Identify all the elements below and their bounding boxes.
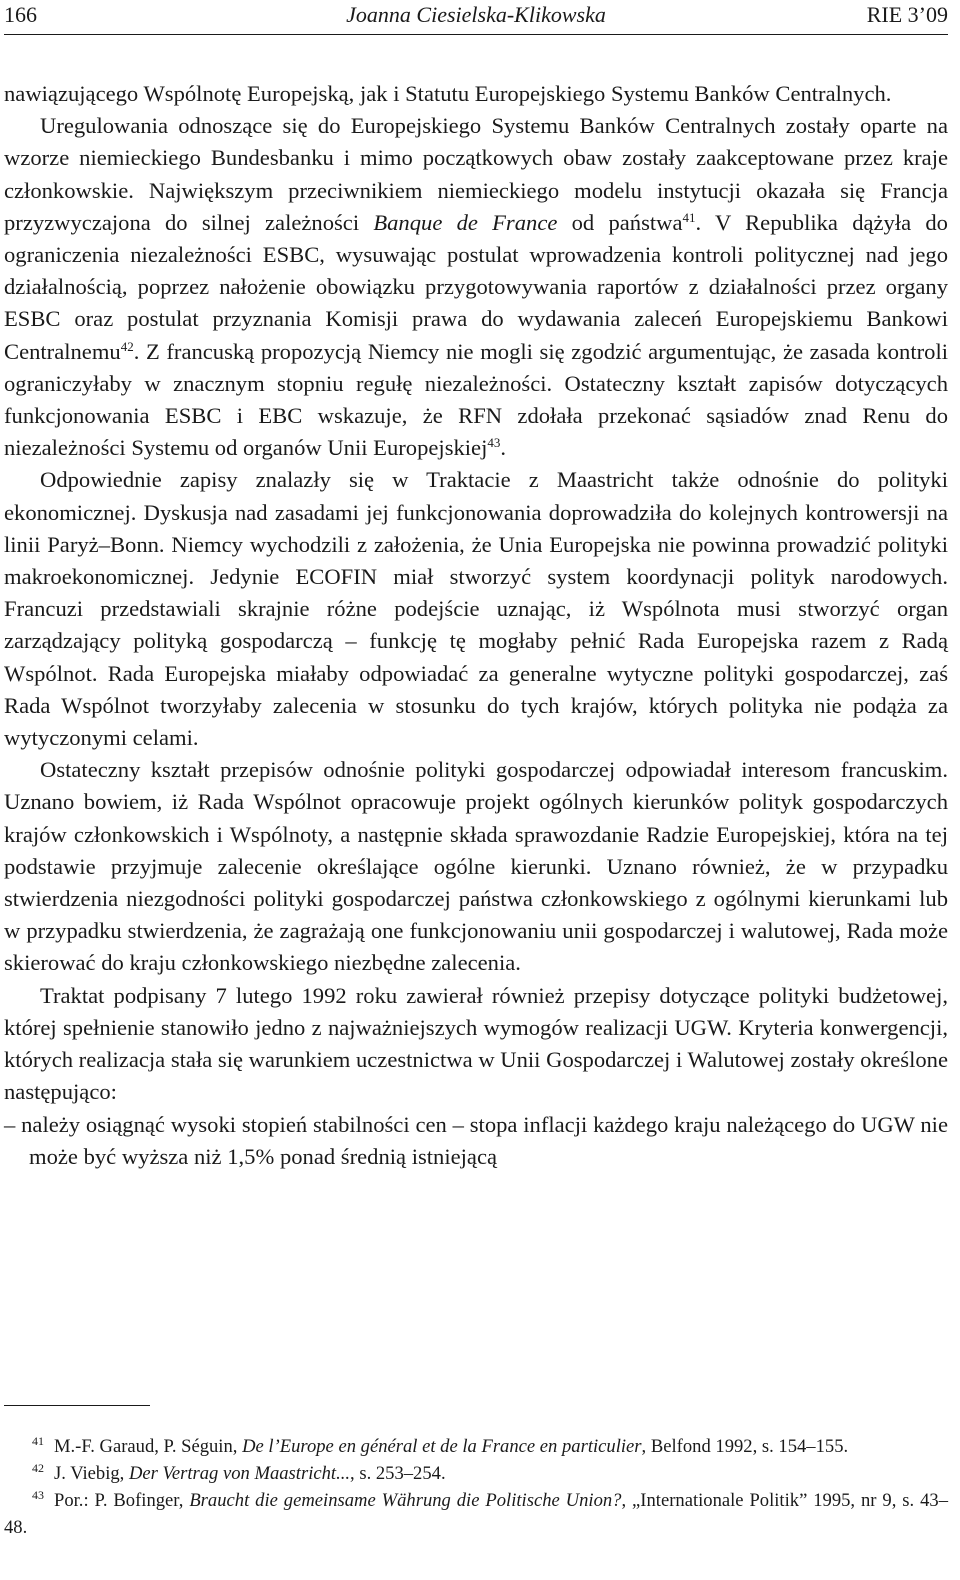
- text-run: nawiązującego Wspólnotę Europejską, jak i Statutu Europejskiego Systemu Banków Centralnych.: [4, 81, 892, 106]
- text-run: , Belfond 1992, s. 154–155.: [641, 1436, 849, 1457]
- footnote: [4, 1487, 948, 1541]
- footnotes: [4, 1433, 948, 1541]
- text-run: Traktat podpisany 7 lutego 1992 roku zawierał również przepisy dotyczące polityki budżetowej, której spełnienie stanowiło jedno z najważniejszych wymogów realizacji UGW. Kryteria konwergencji, których realizacja stała się warunkiem uczestnictwa w Unii Gospodarczej i Walutowej zostały określone następująco:: [4, 982, 948, 1105]
- text-run: J. Viebig,: [54, 1463, 129, 1484]
- footnote-number: 43: [32, 1488, 44, 1502]
- running-author: Joanna Ciesielska-Klikowska: [346, 2, 606, 27]
- footnote: [4, 1460, 948, 1487]
- text-run: , „Internationale Politik” 1995, nr 9, s. 43–48.: [4, 1490, 948, 1538]
- footnote-number: 42: [32, 1461, 44, 1475]
- text-run: Ostateczny kształt przepisów odnośnie polityki gospodarczej odpowiadał interesom francuskim. Uznano bowiem, iż Rada Wspólnot opracowuje projekt ogólnych kierunków polityk gospodarczych krajów członkowskich i Wspólnoty, a następnie składa sprawozdanie Radzie Europejskiej, która na tej podstawie przyjmuje zalecenie określające ogólne kierunki. Uznano również, że w przypadku stwierdzenia niezgodności polityki gospodarczej państwa członkowskiego z ogólnymi kierunkami lub w przypadku stwierdzenia, że zagrażają one funkcjonowaniu unii gospodarczej i walutowej, Rada może skierować do kraju członkowskiego niezbędne zalecenia.: [4, 757, 948, 976]
- paragraph: [4, 754, 948, 979]
- paragraph: [4, 980, 948, 1109]
- paragraph: [4, 78, 948, 110]
- italic-text: Banque de France: [373, 209, 558, 235]
- italic-text: Der Vertrag von Maastricht...: [128, 1463, 351, 1484]
- text-run: od państwa: [557, 209, 683, 235]
- text-run: Por.: P. Bofinger,: [54, 1490, 190, 1511]
- text-run: .: [500, 435, 507, 461]
- body-text: [4, 78, 948, 1173]
- text-run: – należy osiągnąć wysoki stopień stabilności cen – stopa inflacji każdego kraju należącego do UGW nie może być wyższa niż 1,5% ponad średnią istniejącą: [4, 1111, 948, 1169]
- page-number: 166: [4, 2, 37, 27]
- running-header: [4, 0, 948, 35]
- footnote-separator: [4, 1405, 150, 1406]
- italic-text: Braucht die gemeinsame Währung die Politische Union?: [189, 1490, 622, 1511]
- paragraph: [4, 110, 948, 464]
- footnote: [4, 1433, 948, 1460]
- paragraph: [4, 464, 948, 754]
- journal-issue: RIE 3’09: [866, 2, 948, 27]
- footnote-number: 41: [32, 1434, 44, 1448]
- text-run: Uregulowania odnoszące się do Europejskiego Systemu Banków Centralnych zostały oparte na wzorze niemieckiego Bundesbanku i mimo początkowych obaw zostały zaakceptowane przez kraje członkowskie. Największym przeciwnikiem niemieckiego modelu instytucji okazała się Francja przyzwyczajona do silnej zależności: [4, 113, 948, 235]
- text-run: . V Republika dążyła do ograniczenia niezależności ESBC, wysuwając postulat wprowadzenia kontroli politycznej nad jego działalnością, poprzez nałożenie obowiązku przygotowywania raportów z działalności przez organy ESBC oraz postulat przyznania Komisji prawa do wydawania zaleceń Europejskiemu Bankowi Centralnemu: [4, 209, 948, 364]
- footnote-ref: 42: [120, 338, 134, 354]
- text-run: Odpowiednie zapisy znalazły się w Traktacie z Maastricht także odnośnie do polityki ekonomicznej. Dyskusja nad zasadami jej funkcjonowania doprowadziła do kolejnych kontrowersji na linii Paryż–Bonn. Niemcy wychodzili z założenia, że Unia Europejska nie powinna prowadzić polityki makroekonomicznej. Jedynie ECOFIN miał stworzyć system koordynacji polityk narodowych. Francuzi przedstawiali skrajnie różne podejście uznając, iż Wspólnota musi stworzyć organ zarządzający polityką gospodarczą – funkcję tę mogłaby pełnić Rada Europejska razem z Radą Wspólnot. Rada Europejska miałaby odpowiadać za generalne wytyczne polityki gospodarczej, zaś Rada Wspólnot tworzyłaby zalecenia w stosunku do tych krajów, których polityka nie podąża za wytyczonymi celami.: [4, 467, 948, 751]
- text-run: . Z francuską propozycją Niemcy nie mogli się zgodzić argumentując, że zasada kontroli ograniczyłaby w znacznym stopniu regułę niezależności. Ostateczny kształt zapisów dotyczących funkcjonowania ESBC i EBC wskazuje, że RFN zdołała przekonać sąsiadów znad Renu do niezależności Systemu od organów Unii Europejskiej: [4, 338, 948, 461]
- footnote-ref: 41: [682, 209, 696, 225]
- list-item: [4, 1109, 948, 1173]
- text-run: , s. 253–254.: [350, 1463, 446, 1484]
- footnote-ref: 43: [487, 435, 501, 451]
- italic-text: De l’Europe en général et de la France en particulier: [242, 1436, 642, 1457]
- text-run: M.-F. Garaud, P. Séguin,: [54, 1436, 243, 1457]
